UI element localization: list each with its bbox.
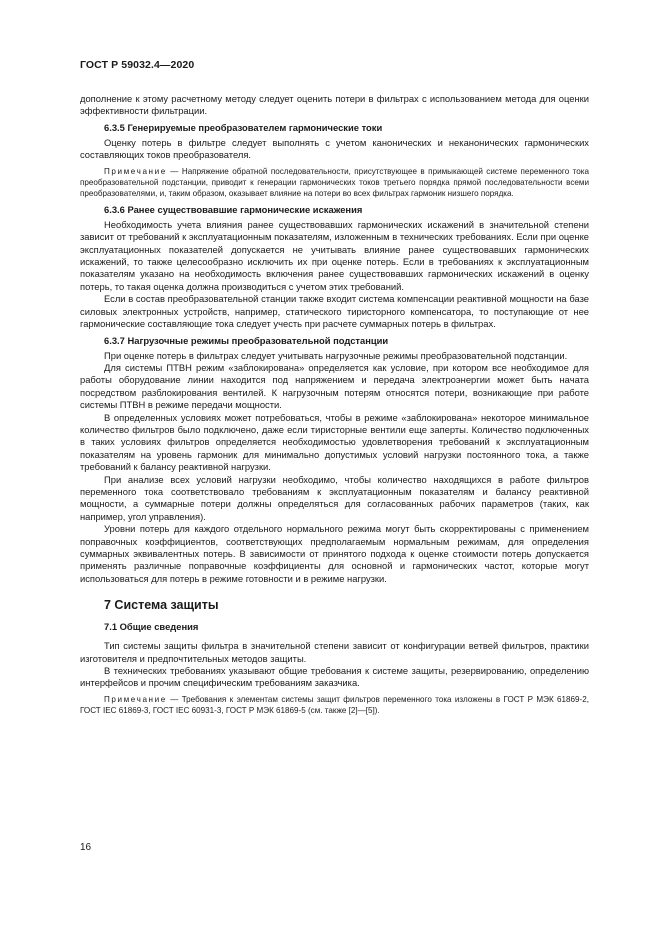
- paragraph: Оценку потерь в фильтре следует выполнять с учетом канонических и неканонических гармонических составляющих токов преобразователя.: [80, 136, 589, 161]
- note-label: Примечание: [104, 694, 167, 704]
- intro-paragraph: дополнение к этому расчетному методу следует оценить потери в фильтрах с использованием метода для оценки эффективности фильтрации.: [80, 93, 589, 117]
- section-heading-7-1: 7.1 Общие сведения: [104, 621, 199, 633]
- note-text: — Требования к элементам системы защит фильтров переменного тока изложены в ГОСТ Р МЭК 61869-2, ГОСТ IEC 61869-3, ГОСТ IEC 60931-3, ГОСТ Р МЭК 61869-5 (см. также [2]—[5]).: [80, 694, 589, 716]
- paragraph: Для системы ПТВН режим «заблокирована» определяется как условие, при котором все необходимое для работы оборудование линии находится под напряжением и передача электроэнергии может быть начата посредством разблокирования вентилей. К нагрузочным потерям относятся потери, возникающие при работе системы ПТВН в режиме передачи мощности.: [80, 361, 589, 411]
- paragraph: Уровни потерь для каждого отдельного нормального режима могут быть скорректированы с применением поправочных коэффициентов, соответствующих предполагаемым нормальным режимам, для определения суммарных эквивалентных потерь. В зависимости от принятого подхода к оценке стоимости потерь допускается применять различные поправочные коэффициенты для основной и гармонических частот, которые могут использоваться для потерь в режиме готовности и в режиме нагрузки.: [80, 523, 589, 584]
- paragraph: При оценке потерь в фильтрах следует учитывать нагрузочные режимы преобразовательной подстанции.: [104, 349, 568, 361]
- page-content: [80, 93, 589, 720]
- paragraph: В определенных условиях может потребоваться, чтобы в режиме «заблокирована» некоторое минимальное количество фильтров было подключено, даже если тиристорные вентили еще заперты. Количество подключенных в таких условиях фильтров определяется необходимостью удовлетворения требований к эксплуатационным показателям на уровень гармоник для минимально допустимых условий нагрузки постоянного тока, а также требований к балансу реактивной нагрузки.: [80, 411, 589, 473]
- paragraph: Необходимость учета влияния ранее существовавших гармонических искажений в значительной степени зависит от требований к эксплуатационным показателям, изложенным в технических требованиях. Если при оценке эксплуатационных показателей допускается не учитывать влияние ранее существовавших гармонических искажений, то также целесообразно исключить их при оценке потерь. Если в требованиях к эксплуатационным показателям указано на необходимость включения ранее существовавших гармонических искажений в оценку потерь, то такая оценка должна производиться с учетом этих требований.: [80, 218, 589, 292]
- note-6-3-5: [80, 166, 589, 200]
- section-heading-6-3-6: 6.3.6 Ранее существовавшие гармонические искажения: [104, 203, 363, 215]
- paragraph: Тип системы защиты фильтра в значительной степени зависит от конфигурации ветвей фильтров, практики изготовителя и предпочтительных методов защиты.: [80, 640, 589, 664]
- section-heading-6-3-5: 6.3.5 Генерируемые преобразователем гармонические токи: [104, 121, 383, 133]
- note-text: — Напряжение обратной последовательности, присутствующее в примыкающей системе переменного тока преобразовательной подстанции, приводит к генерации гармонических токов третьего порядка прямой последовательности всеми преобразователями, и, таким образом, оказывает влияние на потери во всех фильтрах гармоник низшего порядка.: [80, 166, 589, 199]
- document-header: ГОСТ Р 59032.4—2020: [80, 59, 195, 71]
- section-heading-7: 7 Система защиты: [104, 598, 219, 613]
- paragraph: При анализе всех условий нагрузки необходимо, чтобы количество находящихся в работе фильтров переменного тока соответствовало требованиям к эксплуатационным показателям и балансу реактивной мощности, а суммарные потери должны определяться для согласованных рабочих параметров (таких, как например, угол управления).: [80, 473, 589, 522]
- paragraph: В технических требованиях указывают общие требования к системе защиты, резервированию, определению интерфейсов и прочим специфическим требованиям заказчика.: [80, 665, 589, 689]
- note-7-1: [80, 694, 589, 717]
- note-label: Примечание: [104, 166, 167, 176]
- paragraph: Если в состав преобразовательной станции также входит система компенсации реактивной мощности на базе силовых электронных устройств, например, статического тиристорного компенсатора, то поступающие от нее гармонические составляющие тока следует учесть при расчете суммарных потерь в фильтрах.: [80, 293, 589, 330]
- page-number: 16: [80, 842, 92, 853]
- section-heading-6-3-7: 6.3.7 Нагрузочные режимы преобразовательной подстанции: [104, 334, 389, 346]
